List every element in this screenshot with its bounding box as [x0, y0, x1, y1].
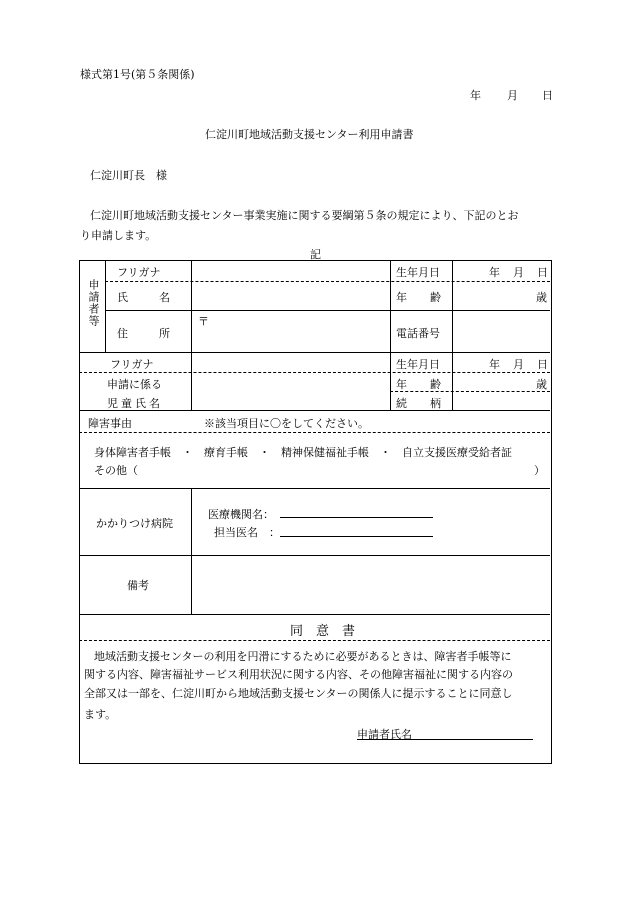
postal-mark: 〒 — [198, 315, 209, 328]
child-birthdate-label: 生年月日 — [396, 358, 440, 371]
applicant-age-unit: 歳 — [536, 291, 547, 304]
applicant-furigana-input[interactable] — [192, 261, 389, 281]
intro-line-1: 仁淀川町地域活動支援センター事業実施に関する要綱第５条の規定により、下記のとお — [90, 209, 519, 222]
applicant-address-input[interactable] — [192, 311, 389, 351]
applicant-name-label: 氏 名 — [117, 291, 180, 304]
form-title: 仁淀川町地域活動支援センター利用申請書 — [205, 128, 414, 141]
remarks-label: 備考 — [127, 579, 149, 592]
institution-label: 医療機関名： — [208, 508, 274, 521]
consent-line-1: 地域活動支援センターの利用を円滑にするために必要があるときは、障害者手帳等に — [94, 650, 512, 663]
doctor-input-line[interactable] — [280, 536, 433, 537]
signature-line[interactable] — [357, 739, 533, 740]
disability-options[interactable]: 身体障害者手帳 ・ 療育手帳 ・ 精神保健福祉手帳 ・ 自立支援医療受給者証 — [94, 446, 512, 459]
disability-label: 障害事由 — [88, 417, 132, 430]
child-name-label-2: 児童氏名 — [107, 397, 163, 410]
disability-note: ※該当項目に〇をしてください。 — [204, 417, 369, 430]
applicant-furigana-label: フリガナ — [117, 266, 161, 279]
applicant-side-label: 申請者等 — [87, 279, 100, 327]
signature-label: 申請者氏名 — [357, 728, 412, 741]
date-year-label: 年 — [470, 89, 481, 102]
child-birth-month: 月 — [513, 358, 524, 371]
hospital-label: かかりつけ病院 — [96, 517, 173, 530]
disability-other-close: ） — [534, 464, 545, 477]
applicant-phone-input[interactable] — [453, 311, 549, 351]
child-age-label: 年 齢 — [396, 378, 447, 391]
applicant-address-label: 住 所 — [117, 327, 180, 340]
intro-line-2: り申請します。 — [80, 229, 157, 242]
consent-line-4: ます。 — [84, 708, 117, 721]
child-relation-input[interactable] — [453, 392, 549, 409]
child-name-input[interactable] — [192, 373, 389, 409]
remarks-input[interactable] — [192, 556, 549, 613]
applicant-age-label: 年 齢 — [396, 291, 447, 304]
disability-other-open: その他（ — [94, 464, 138, 477]
child-birth-year: 年 — [489, 358, 500, 371]
applicant-birth-year: 年 — [489, 266, 500, 279]
date-month-label: 月 — [507, 89, 518, 102]
addressee: 仁淀川町長 様 — [90, 169, 167, 182]
child-age-unit: 歳 — [536, 378, 547, 391]
doctor-label: 担当医名 ： — [214, 526, 280, 539]
consent-line-2: 関する内容、障害福祉サービス利用状況に関する内容、その他障害福祉に関する内容の — [84, 668, 513, 681]
child-furigana-input[interactable] — [192, 353, 389, 371]
institution-input-line[interactable] — [280, 517, 433, 518]
applicant-birthdate-label: 生年月日 — [396, 266, 440, 279]
applicant-name-input[interactable] — [192, 282, 389, 309]
disability-other-input[interactable] — [150, 460, 530, 476]
child-name-label-1: 申請に係る — [107, 378, 162, 391]
applicant-phone-label: 電話番号 — [396, 327, 440, 340]
child-birth-day: 日 — [537, 358, 548, 371]
ki-label: 記 — [310, 248, 321, 261]
applicant-birth-month: 月 — [513, 266, 524, 279]
form-number: 様式第1号(第５条関係) — [80, 68, 195, 81]
date-day-label: 日 — [542, 89, 553, 102]
consent-title: 同 意 書 — [290, 624, 356, 639]
child-relation-label: 続 柄 — [396, 397, 447, 410]
child-furigana-label: フリガナ — [110, 358, 154, 371]
consent-line-3: 全部又は一部を、仁淀川町から地域活動支援センターの関係人に提示することに同意し — [84, 687, 513, 700]
applicant-birth-day: 日 — [537, 266, 548, 279]
